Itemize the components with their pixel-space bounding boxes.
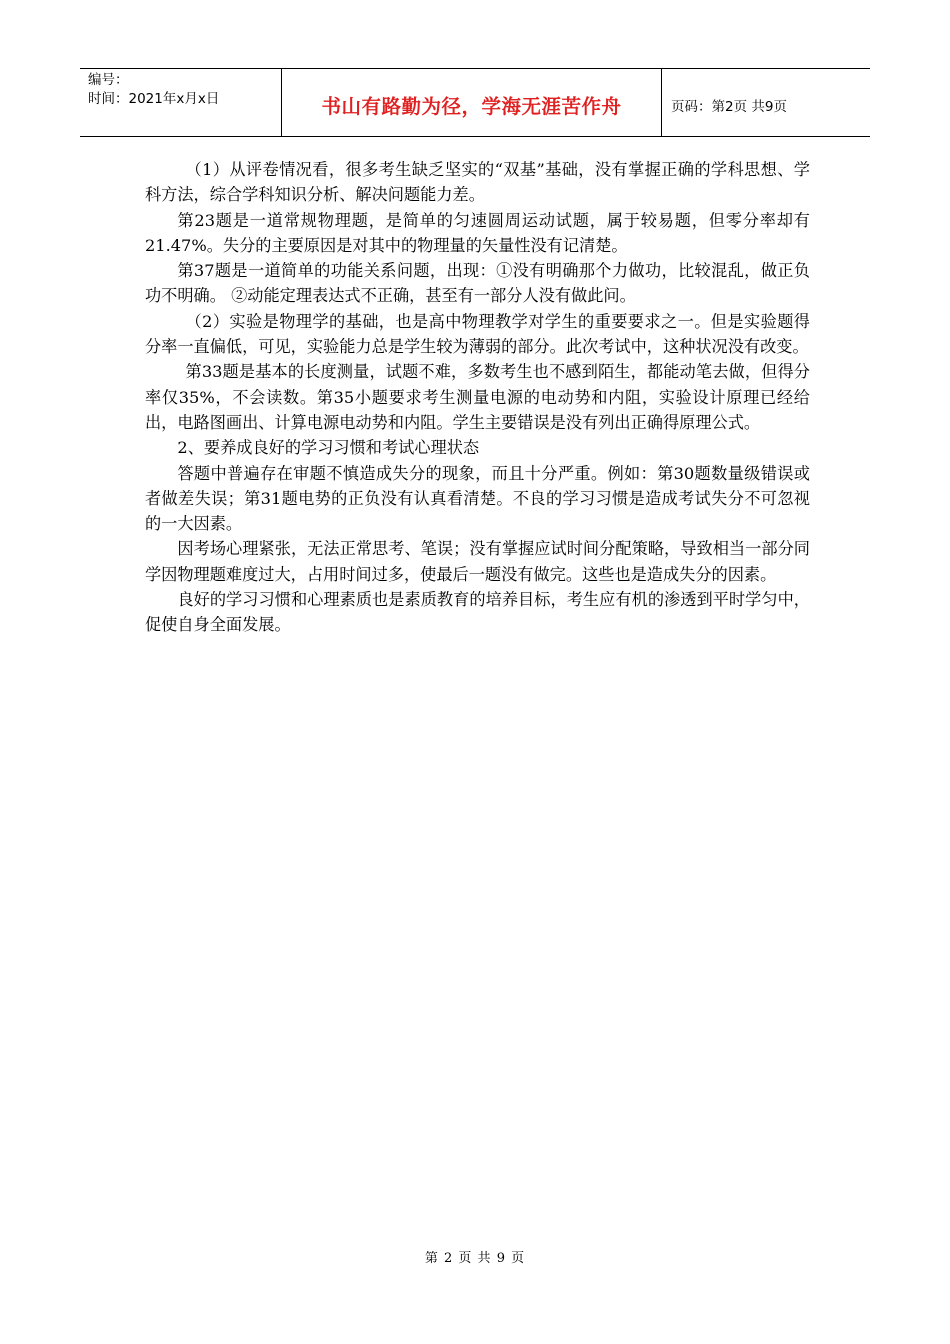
paragraph-2: 第23题是一道常规物理题，是简单的匀速圆周运动试题，属于较易题，但零分率却有21.47%。失分的主要原因是对其中的物理量的矢量性没有记清楚。 <box>145 210 810 255</box>
paragraph-1: （1）从评卷情况看，很多考生缺乏坚实的“双基”基础，没有掌握正确的学科思想、学科方法，综合学科知识分析、解决问题能力差。 <box>145 160 810 205</box>
paragraph-7: 因考场心理紧张，无法正常思考、笔误；没有掌握应试时间分配策略，导致相当一部分同学因物理题难度过大，占用时间过多，使最后一题没有做完。这些也是造成失分的因素。 <box>145 539 810 584</box>
header-meta-cell <box>80 69 282 136</box>
section-heading: 2、要养成良好的学习习惯和考试心理状态 <box>177 438 480 458</box>
paragraph-8: 良好的学习习惯和心理素质也是素质教育的培养目标，考生应有机的渗透到平时学匀中，促使自身全面发展。 <box>145 590 810 635</box>
page-footer: 第 2 页 共 9 页 <box>424 1251 526 1266</box>
header-motto: 书山有路勤为径，学海无涯苦作舟 <box>282 69 662 136</box>
time-label: 时间：2021年x月x日 <box>88 91 220 107</box>
document-body <box>145 157 810 638</box>
paragraph-6: 答题中普遍存在审题不慎造成失分的现象，而且十分严重。例如：第30题数量级错误或者做差失误；第31题电势的正负没有认真看清楚。不良的学习习惯是造成考试失分不可忽视的一大因素。 <box>145 463 810 534</box>
number-label: 编号： <box>88 72 129 88</box>
paragraph-5: 第33题是基本的长度测量，试题不难，多数考生也不感到陌生，都能动笔去做，但得分率仅35%，不会读数。第35小题要求考生测量电源的电动势和内阻，实验设计原理已经给出，电路图画出、计算电源电动势和内阻。学生主要错误是没有列出正确得原理公式。 <box>145 362 810 432</box>
page-header <box>80 68 870 137</box>
paragraph-4: （2）实验是物理学的基础，也是高中物理教学对学生的重要要求之一。但是实验题得分率一直偏低，可见，实验能力总是学生较为薄弱的部分。此次考试中，这种状况没有改变。 <box>145 311 810 357</box>
header-page-info: 页码：第2页 共9页 <box>671 98 787 115</box>
paragraph-3: 第37题是一道简单的功能关系问题，出现：①没有明确那个力做功，比较混乱，做正负功不明确。 ②动能定理表达式不正确，甚至有一部分人没有做此问。 <box>145 261 810 306</box>
